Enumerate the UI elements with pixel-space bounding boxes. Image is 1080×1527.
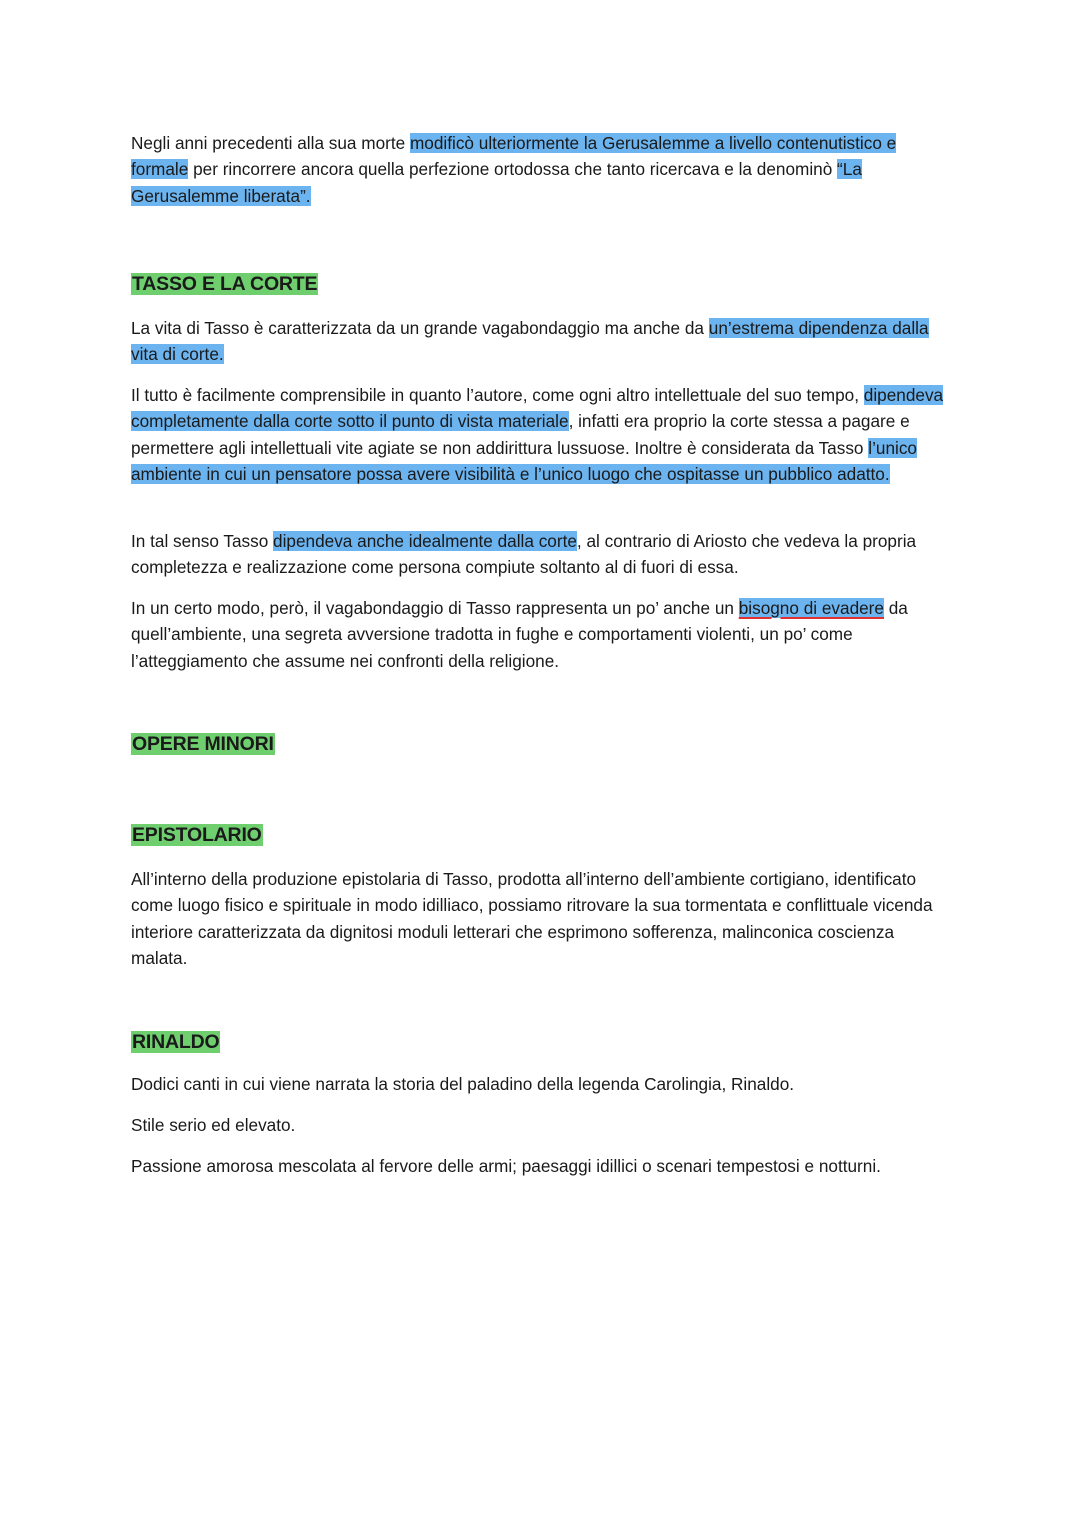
section-heading-corte — [131, 272, 318, 296]
intro-text-2: per rincorrere ancora quella perfezione ortodossa che tanto ricercava e la denominò — [188, 159, 838, 180]
rinaldo-paragraph-2: Stile serio ed elevato. — [131, 1115, 296, 1135]
corte-p4-highlight: bisogno di evadere — [738, 598, 884, 618]
section-heading-rinaldo — [131, 1030, 220, 1054]
heading-highlight: RINALDO — [132, 1031, 220, 1053]
corte-p2-text-2: , infatti era proprio la corte stessa a pagare e permettere agli intellettuali vite agiate se non addirittura lussuose. Inoltre è considerata da Tasso — [131, 411, 910, 458]
corte-p1-highlight: un’estrema dipendenza dalla vita di corte. — [131, 318, 929, 365]
corte-p4-text-2: da quell’ambiente, una segreta avversione tradotta in fughe e comportamenti violenti, un po’ come l’atteggiamento che assume nei confronti della religione. — [131, 598, 908, 671]
intro-paragraph — [131, 130, 946, 209]
section-heading-opere-minori — [131, 732, 275, 756]
heading-highlight: OPERE MINORI — [132, 733, 274, 755]
corte-p1-text: La vita di Tasso è caratterizzata da un grande vagabondaggio ma anche da — [131, 318, 709, 338]
corte-p2-highlight-1: dipendeva completamente dalla corte sotto il punto di vista materiale — [131, 385, 944, 432]
heading-highlight: EPISTOLARIO — [132, 824, 262, 846]
corte-p3-text-1: In tal senso Tasso — [131, 531, 274, 551]
heading-highlight: TASSO E LA CORTE — [132, 273, 318, 295]
intro-highlight-2: “La Gerusalemme liberata”. — [131, 159, 862, 206]
corte-paragraph-2 — [131, 382, 946, 487]
corte-p4-text-1: In un certo modo, però, il vagabondaggio di Tasso rappresenta un po’ anche un — [131, 598, 739, 618]
section-heading-epistolario — [131, 823, 263, 847]
corte-paragraph-4 — [131, 595, 946, 674]
corte-p3-text-2: , al contrario di Ariosto che vedeva la propria completezza e realizzazione come persona compiute soltanto al di fuori di essa. — [131, 531, 917, 578]
epistolario-paragraph: All’interno della produzione epistolaria di Tasso, prodotta all’interno dell’ambiente cortigiano, identificato come luogo fisico e spirituale in modo idilliaco, possiamo ritrovare la sua tormentata e conflittuale vicenda interiore caratterizzata da dignitosi moduli letterari che esprimono sofferenza, malinconica coscienza malata. — [131, 869, 933, 968]
intro-highlight-1: modificò ulteriormente la Gerusalemme a livello contenutistico e formale — [131, 133, 897, 180]
corte-paragraph-1 — [131, 315, 946, 368]
rinaldo-paragraph-3: Passione amorosa mescolata al fervore delle armi; paesaggi idillici o scenari tempestosi e notturni. — [131, 1156, 881, 1176]
corte-paragraph-3 — [131, 528, 946, 581]
corte-p2-highlight-2: l’unico ambiente in cui un pensatore possa avere visibilità e l’unico luogo che ospitasse un pubblico adatto. — [131, 437, 917, 484]
corte-p3-highlight: dipendeva anche idealmente dalla corte — [273, 531, 577, 551]
rinaldo-paragraph-1: Dodici canti in cui viene narrata la storia del paladino della legenda Carolingia, Rinaldo. — [131, 1074, 795, 1094]
corte-p2-text-1: Il tutto è facilmente comprensibile in quanto l’autore, come ogni altro intellettuale del suo tempo, — [131, 385, 864, 405]
intro-text-1: Negli anni precedenti alla sua morte — [131, 133, 410, 153]
